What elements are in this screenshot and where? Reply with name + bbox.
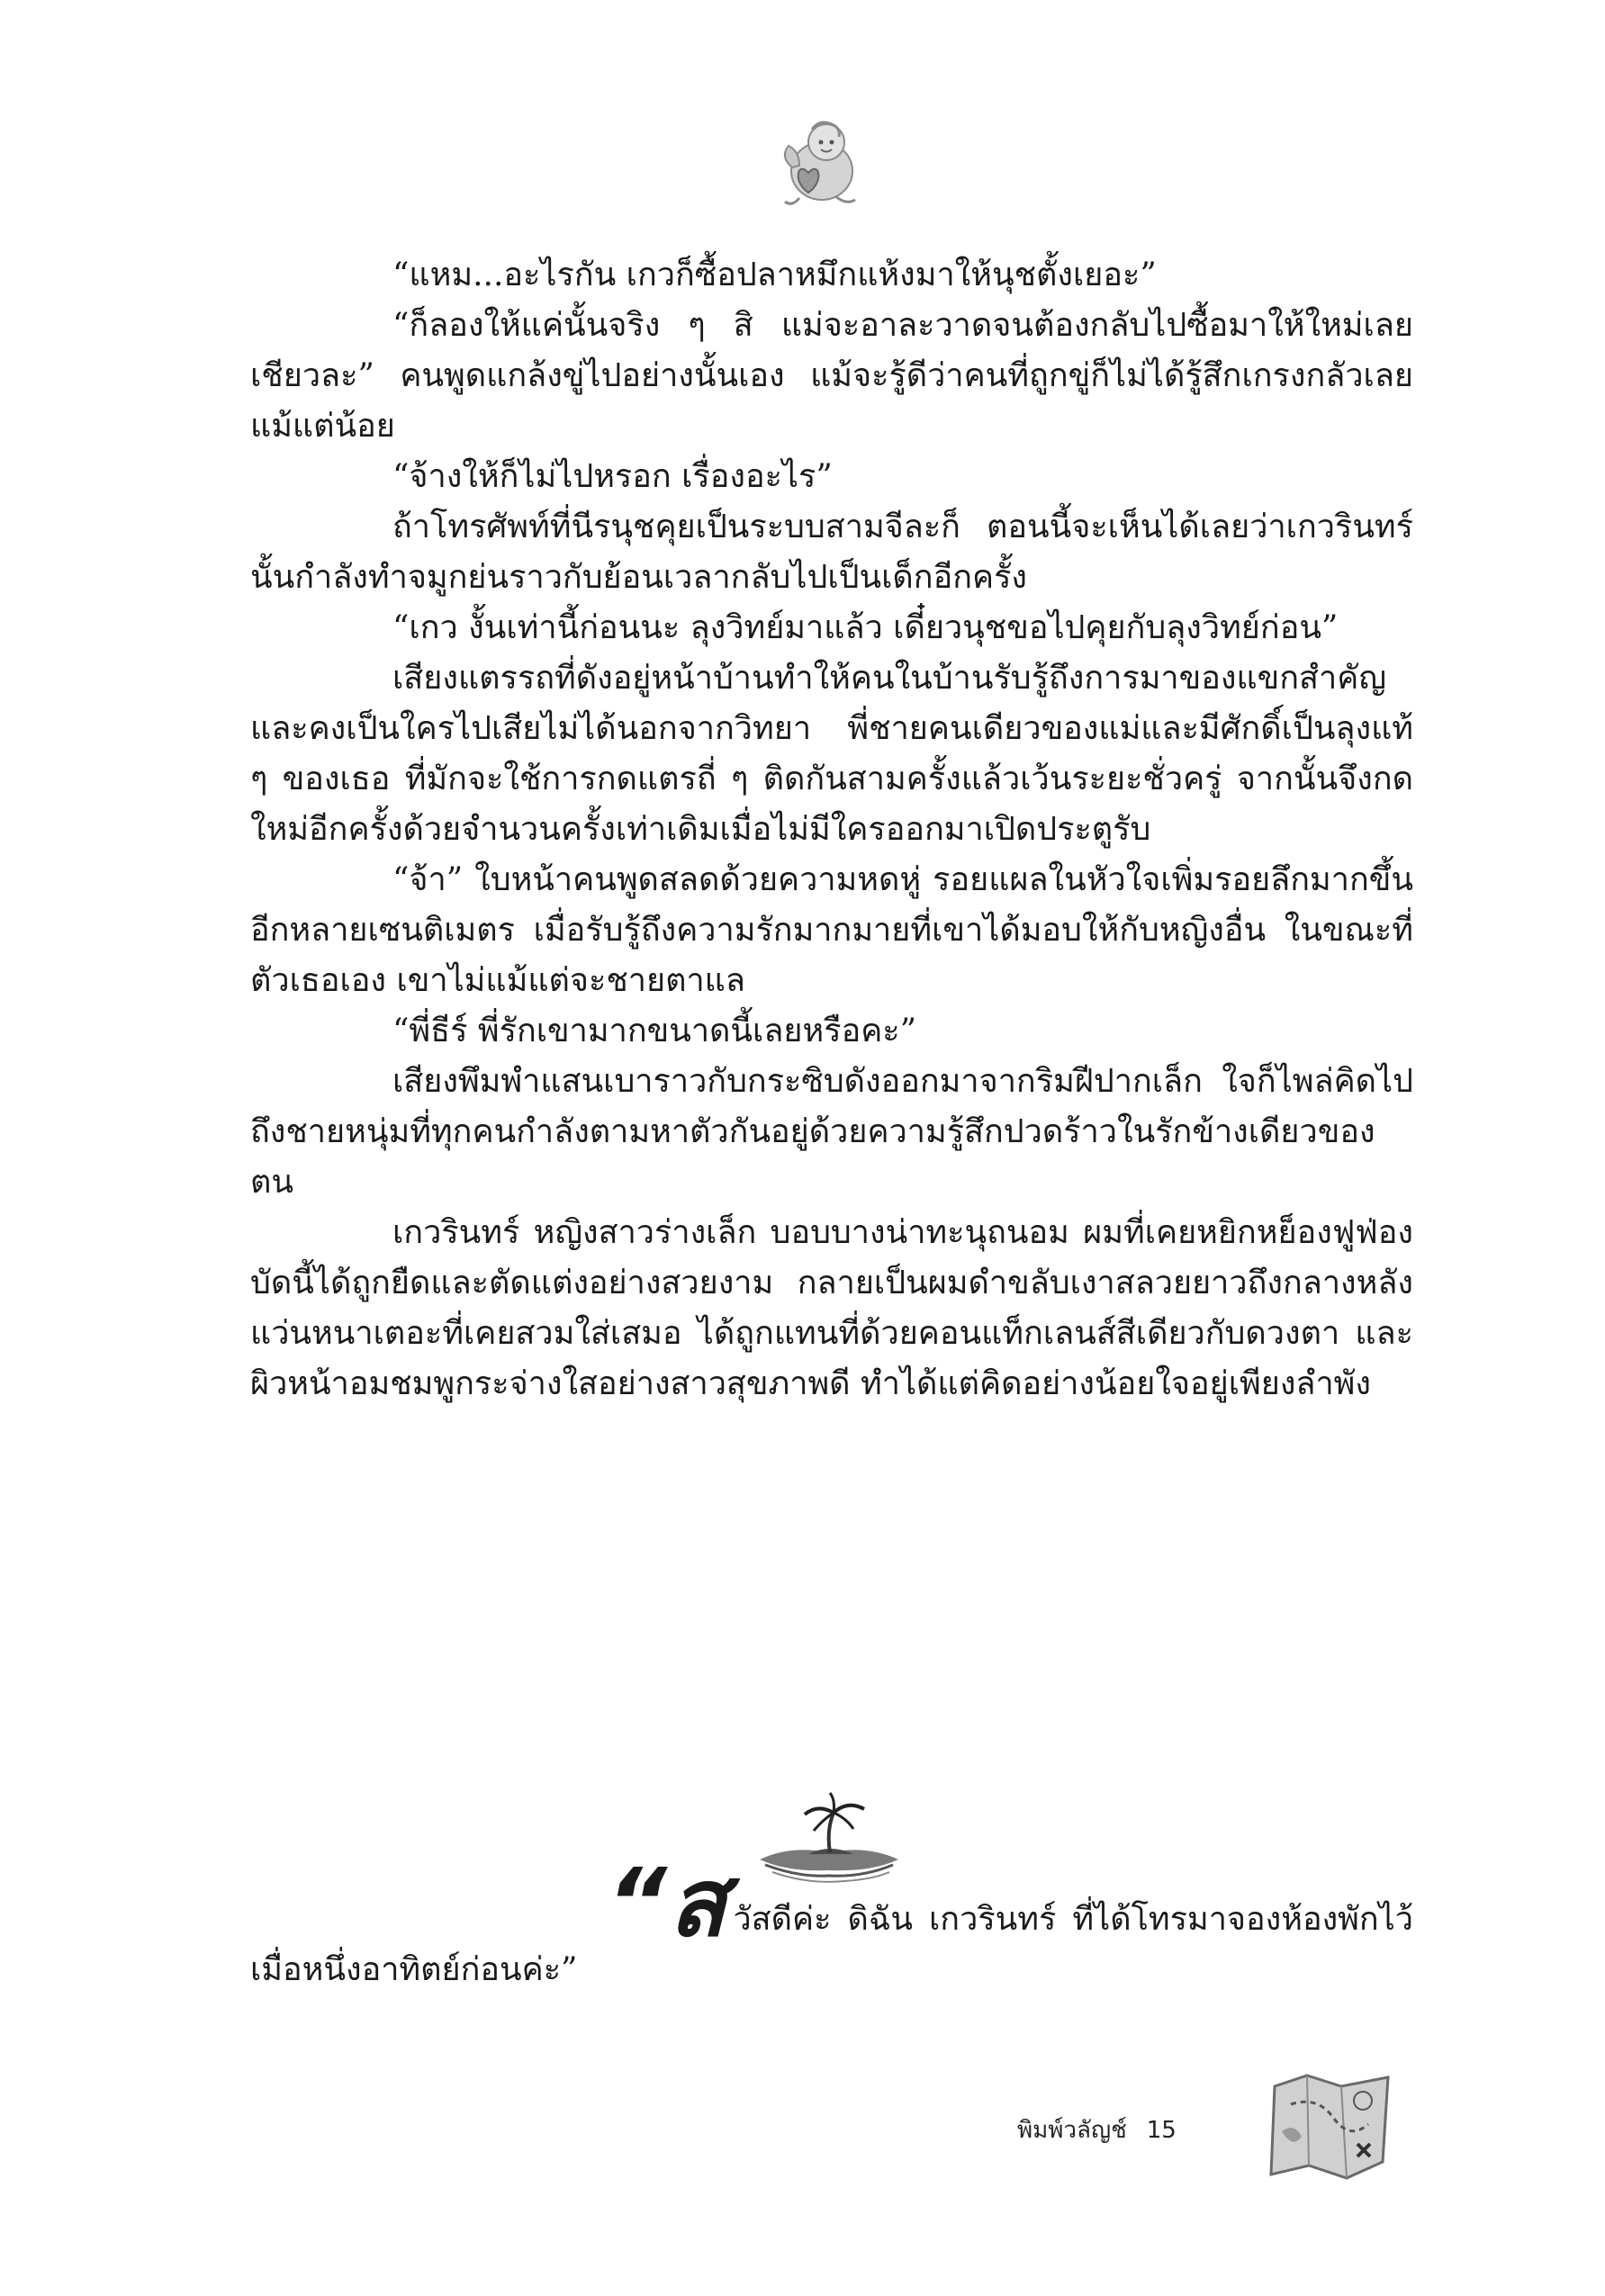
paragraph: “จ้างให้ก็ไม่ไปหรอก เรื่องอะไร” <box>392 458 833 495</box>
paragraph: เสียงแตรรถที่ดังอยู่หน้าบ้านทำให้คนในบ้านรับรู้ถึงการมาของแขกสำคัญ และคงเป็นใครไปเสียไม่ได้นอกจากวิทยา พี่ชายคนเดียวของแม่และมีศักดิ์เป็นลุงแท้ ๆ ของเธอ ที่มักจะใช้การกดแตรถี่ ๆ ติดกันสามครั้งแล้วเว้นระยะชั่วครู่ จากนั้นจึงกดใหม่อีกครั้งด้วยจำนวนครั้งเท่าเดิมเมื่อไม่มีใครออกมาเปิดประตูรับ <box>250 660 1413 848</box>
paragraph: ถ้าโทรศัพท์ที่นีรนุชคุยเป็นระบบสามจีละก็ ตอนนี้จะเห็นได้เลยว่าเกวรินทร์นั้นกำลังทำจมูกย่นราวกับย้อนเวลากลับไปเป็นเด็กอีกครั้ง <box>250 509 1413 596</box>
drop-cap: “ส <box>607 1848 728 1958</box>
paragraph: “ก็ลองให้แค่นั้นจริง ๆ สิ แม่จะอาละวาดจนต้องกลับไปซื้อมาให้ใหม่เลยเชียวละ” คนพูดแกล้งขู่ไปอย่างนั้นเอง แม้จะรู้ดีว่าคนที่ถูกขู่ก็ไม่ได้รู้สึกเกรงกลัวเลยแม้แต่น้อย <box>250 307 1413 445</box>
section-opening <box>250 1848 1413 1995</box>
page-number: 15 <box>1146 2117 1177 2144</box>
treasure-map-icon <box>1264 2068 1399 2185</box>
cherub-with-heart-icon <box>772 115 871 214</box>
island-palm-tree-icon <box>754 1789 904 1888</box>
opening-paragraph <box>250 1848 1413 1995</box>
paragraph: เกวรินทร์ หญิงสาวร่างเล็ก บอบบางน่าทะนุถนอม ผมที่เคยหยิกหย็องฟูฟ่อง บัดนี้ได้ถูกยืดและตัดแต่งอย่างสวยงาม กลายเป็นผมดำขลับเงาสลวยยาวถึงกลางหลัง แว่นหนาเตอะที่เคยสวมใส่เสมอ ได้ถูกแทนที่ด้วยคอนแท็กเลนส์สีเดียวกับดวงตา และผิวหน้าอมชมพูกระจ่างใสอย่างสาวสุขภาพดี ทำได้แต่คิดอย่างน้อยใจอยู่เพียงลำพัง <box>250 1214 1413 1402</box>
opening-text: วัสดีค่ะ ดิฉัน เกวรินทร์ ที่ได้โทรมาจองห้องพักไว้เมื่อหนึ่งอาทิตย์ก่อนค่ะ” <box>250 1901 1413 1988</box>
paragraph: “พี่ธีร์ พี่รักเขามากขนาดนี้เลยหรือคะ” <box>392 1013 917 1049</box>
page-footer <box>1017 2111 1177 2148</box>
author-name: พิมพ์วลัญช์ <box>1017 2117 1127 2144</box>
paragraph: “จ้า” ใบหน้าคนพูดสลดด้วยความหดหู่ รอยแผลในหัวใจเพิ่มรอยลึกมากขึ้นอีกหลายเซนติเมตร เมื่อรับรู้ถึงความรักมากมายที่เขาได้มอบให้กับหญิงอื่น ในขณะที่ตัวเธอเอง เขาไม่แม้แต่จะชายตาแล <box>250 861 1413 999</box>
paragraph: เสียงพึมพำแสนเบาราวกับกระซิบดังออกมาจากริมฝีปากเล็ก ใจก็ไพล่คิดไปถึงชายหนุ่มที่ทุกคนกำลังตามหาตัวกันอยู่ด้วยความรู้สึกปวดร้าวในรักข้างเดียวของตน <box>250 1063 1413 1201</box>
body-text <box>250 250 1413 1409</box>
paragraph: “แหม...อะไรกัน เกวก็ซื้อปลาหมึกแห้งมาให้นุชตั้งเยอะ” <box>392 257 1157 293</box>
paragraph: “เกว งั้นเท่านี้ก่อนนะ ลุงวิทย์มาแล้ว เดี๋ยวนุชขอไปคุยกับลุงวิทย์ก่อน” <box>392 609 1339 646</box>
